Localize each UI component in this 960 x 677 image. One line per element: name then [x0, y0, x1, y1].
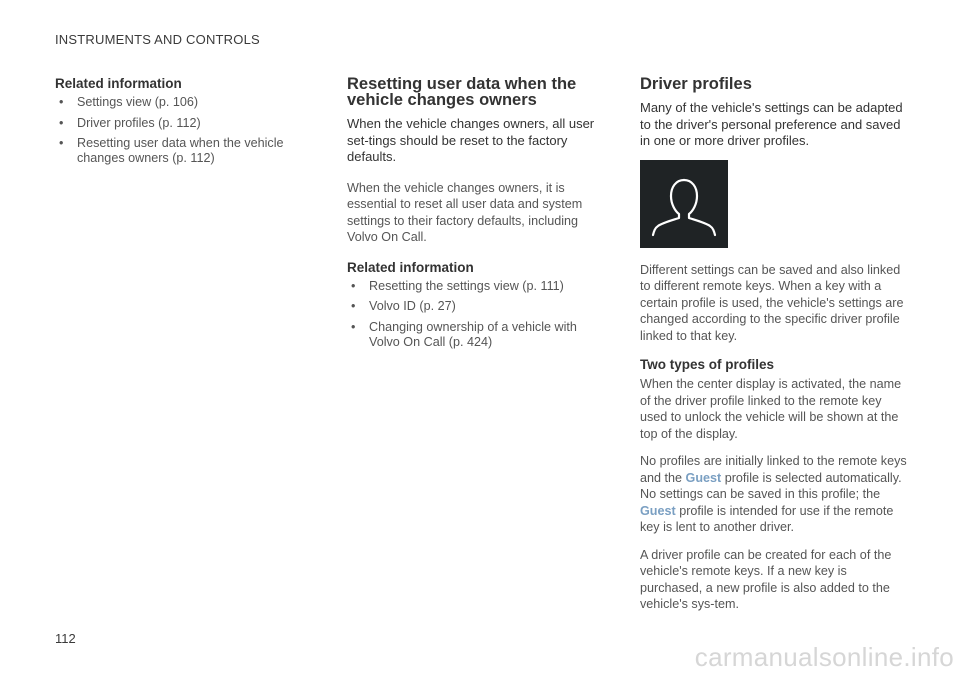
column-right — [640, 76, 908, 624]
section-lead: When the vehicle changes owners, all user set-tings should be reset to the factory defaults. — [347, 116, 595, 164]
section-body: When the vehicle changes owners, it is essential to reset all user data and system settings to their factory defaults, including Volvo On Call. — [347, 180, 583, 244]
related-link-settings-view[interactable]: • Settings view (p. 106) — [55, 95, 300, 110]
section-heading-resetting-user-data: Resetting user data when the vehicle changes owners — [347, 75, 577, 109]
related-link-resetting-user-data[interactable]: • Resetting user data when the vehicle changes owners (p. 112) — [55, 136, 300, 166]
paragraph-remote-keys: Different settings can be saved and also linked to different remote keys. When a key with a certain profile is used, the vehicle's settings are changed according to the specific driver profile linked to that key. — [640, 262, 904, 343]
related-information-list — [55, 95, 300, 166]
section-heading-driver-profiles: Driver profiles — [640, 75, 752, 93]
section-lead: Many of the vehicle's settings can be adapted to the driver's personal preference and saved in one or more driver profiles. — [640, 100, 903, 148]
column-middle — [347, 76, 609, 360]
paragraph-guest-profile: No profiles are initially linked to the remote keys and the Guest profile is selected automatically. No settings can be saved in this profile; the Guest profile is intended for use if the remote key is lent to another driver. — [640, 454, 907, 534]
related-link-driver-profiles[interactable]: • Driver profiles (p. 112) — [55, 116, 300, 131]
paragraph-center-display: When the center display is activated, the name of the driver profile linked to the remote key used to unlock the vehicle will be shown at the top of the display. — [640, 377, 902, 441]
related-information-heading: Related information — [55, 76, 182, 91]
related-information-list — [347, 279, 609, 350]
related-link-resetting-settings-view[interactable]: • Resetting the settings view (p. 111) — [347, 279, 609, 294]
guest-keyword: Guest — [640, 503, 676, 518]
driver-profile-icon — [640, 160, 728, 248]
subheading-two-types-of-profiles: Two types of profiles — [640, 357, 775, 372]
paragraph-new-profile: A driver profile can be created for each of the vehicle's remote keys. If a new key is purchased, a new profile is also added to the vehicle's sys-tem. — [640, 547, 892, 611]
guest-keyword: Guest — [685, 470, 722, 485]
watermark: carmanualsonline.info — [694, 642, 954, 672]
related-information-heading: Related information — [347, 259, 474, 275]
column-left — [55, 76, 300, 176]
page-number: 112 — [55, 631, 76, 646]
related-link-changing-ownership[interactable]: • Changing ownership of a vehicle with Volvo On Call (p. 424) — [347, 320, 609, 350]
page-header-title: INSTRUMENTS AND CONTROLS — [55, 32, 260, 47]
related-link-volvo-id[interactable]: • Volvo ID (p. 27) — [347, 299, 609, 314]
